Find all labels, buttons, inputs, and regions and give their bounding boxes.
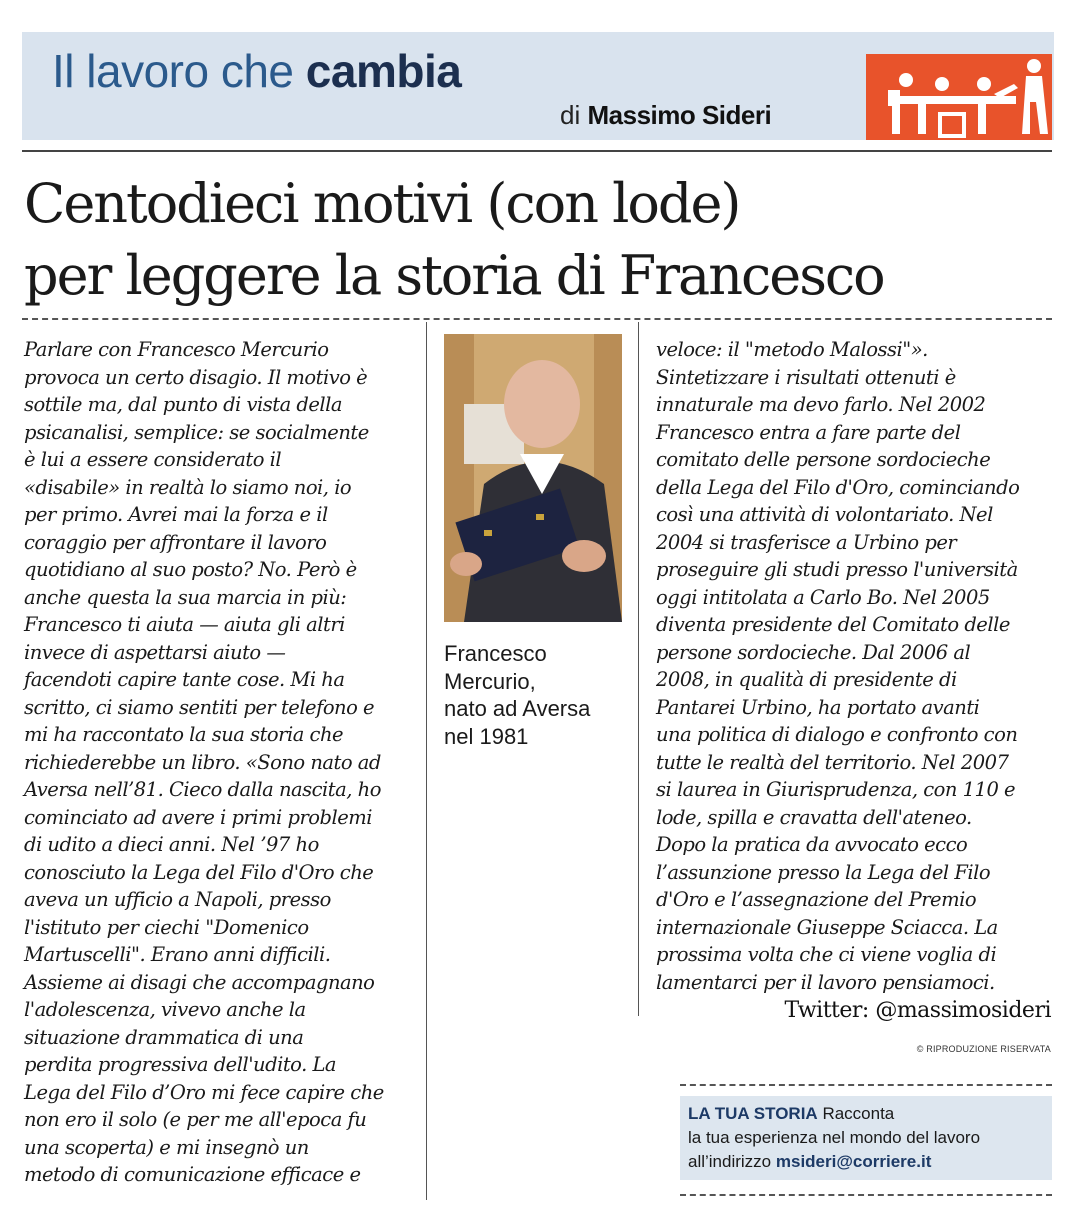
text-line: per primo. Avrei mai la forza e il [24,503,328,526]
text-line: innaturale ma devo farlo. Nel 2002 [656,393,986,416]
text-line: Francesco ti aiuta — aiuta gli altri [24,613,345,636]
text-line: anche questa la sua marcia in più: [24,585,347,609]
your-story-box [680,1096,1052,1180]
text-line: tutte le realtà del territorio. Nel 2007 [656,750,1009,774]
text-line: cominciato ad avere i primi problemi [24,805,372,829]
caption-line: Mercurio, [444,668,536,694]
column-title-bold: cambia [305,45,462,97]
text-line: della Lega del Filo d'Oro, cominciando [656,475,1020,499]
text-line: Francesco entra a fare parte del [656,420,961,444]
text-line: una scoperta) e mi insegnò un [24,1135,309,1159]
text-line: metodo di comunicazione efficace e [24,1163,361,1186]
caption-line: nel 1981 [444,723,529,749]
text-line: l'istituto per ciechi "Domenico [24,915,309,939]
headline [24,168,884,312]
text-line: d'Oro e l’assegnazione del Premio [656,888,977,911]
text-line: coraggio per affrontare il lavoro [24,530,327,554]
text-line: 2008, in qualità di presidente di [656,668,957,691]
text-line: lode, spilla e cravatta dell'ateneo. [656,805,972,829]
text-line: richiederebbe un libro. «Sono nato ad [24,750,381,774]
headline-line-1: Centodieci motivi (con lode) [24,172,740,235]
text-line: Martuscelli". Erano anni difficili. [24,943,331,966]
headline-line-2: per leggere la storia di Francesco [24,244,884,307]
box-line-3 [688,1152,931,1172]
text-line: mi ha raccontato la sua storia che [24,723,344,746]
author-name: Massimo Sideri [587,100,772,130]
portrait-illustration [444,334,622,622]
text-line: Sintetizzare i risultati ottenuti è [656,365,956,389]
twitter-handle: Twitter: @massimosideri [784,998,1051,1023]
text-line: facendoti capire tante cose. Mi ha [24,668,345,691]
text-line: perdita progressiva dell'udito. La [24,1053,337,1076]
text-line: psicanalisi, semplice: se socialmente [24,420,369,444]
contact-email-link[interactable]: msideri@corriere.it [775,1152,932,1171]
byline-prefix: di [560,100,581,130]
column-divider-left [426,322,427,1200]
box-rule-top [680,1084,1052,1086]
byline [560,100,771,131]
body-column-3 [656,336,1019,996]
text-line: proseguire gli studi presso l'università [656,558,1018,581]
text-line: situazione drammatica di una [24,1025,304,1049]
text-line: conosciuto la Lega del Filo d'Oro che [24,860,374,884]
text-line: una politica di dialogo e confronto con [656,723,1018,746]
text-line: persone sordocieche. Dal 2006 al [656,640,971,664]
box-title: LA TUA STORIA [688,1104,818,1123]
caption-line: nato ad Aversa [444,696,591,721]
text-line: internazionale Giuseppe Sciacca. La [656,915,998,939]
text-line: provoca un certo disagio. Il motivo è [24,365,368,389]
box-line-3-prefix: all’indirizzo [688,1152,772,1171]
text-line: è lui a essere considerato il [24,448,282,471]
text-line: lamentarci per il lavoro pensiamoci. [656,970,995,994]
text-line: l’assunzione presso la Lega del Filo [656,860,991,884]
text-line: Dopo la pratica da avvocato ecco [656,833,968,856]
text-line: Pantarei Urbino, ha portato avanti [656,695,980,719]
text-line: quotidiano al suo posto? No. Però è [24,558,357,581]
text-line: così una attività di volontariato. Nel [656,503,993,526]
copyright-notice: © RIPRODUZIONE RISERVATA [916,1044,1051,1054]
text-line: sottile ma, dal punto di vista della [24,393,343,416]
column-title-prefix: Il lavoro che [52,45,294,97]
text-line: 2004 si trasferisce a Urbino per [656,530,957,554]
text-line: invece di aspettarsi aiuto — [24,640,286,664]
caption-line: Francesco [444,641,547,666]
text-line: Lega del Filo d’Oro mi fece capire che [24,1080,384,1104]
portrait-photo [444,334,622,622]
headline-rule [22,318,1052,320]
box-rule-bottom [680,1194,1052,1196]
column-logo [866,54,1052,140]
text-line: comitato delle persone sordocieche [656,448,991,471]
text-line: Aversa nell’81. Cieco dalla nascita, ho [24,778,381,801]
text-line: diventa presidente del Comitato delle [656,613,1010,636]
people-at-desk-icon [866,54,1052,140]
body-column-1 [24,336,384,1189]
text-line: si laurea in Giurisprudenza, con 110 e [656,778,1016,801]
photo-caption [444,640,590,750]
column-title [52,44,461,98]
text-line: prossima volta che ci viene voglia di [656,943,997,966]
text-line: Parlare con Francesco Mercurio [24,338,329,361]
box-line-1-rest: Racconta [822,1104,895,1123]
text-line: l'adolescenza, vivevo anche la [24,998,306,1021]
box-line-1 [688,1104,894,1124]
text-line: «disabile» in realtà lo siamo noi, io [24,475,352,499]
header-rule [22,150,1052,152]
text-line: oggi intitolata a Carlo Bo. Nel 2005 [656,585,990,609]
text-line: Assieme ai disagi che accompagnano [24,970,375,994]
text-line: non ero il solo (e per me all'epoca fu [24,1108,367,1131]
text-line: scritto, ci siamo sentiti per telefono e [24,695,375,719]
box-line-2: la tua esperienza nel mondo del lavoro [688,1128,981,1147]
column-divider-right [638,322,639,1016]
text-line: di udito a dieci anni. Nel ’97 ho [24,833,319,856]
text-line: veloce: il "metodo Malossi"». [656,338,928,361]
text-line: aveva un ufficio a Napoli, presso [24,888,331,911]
